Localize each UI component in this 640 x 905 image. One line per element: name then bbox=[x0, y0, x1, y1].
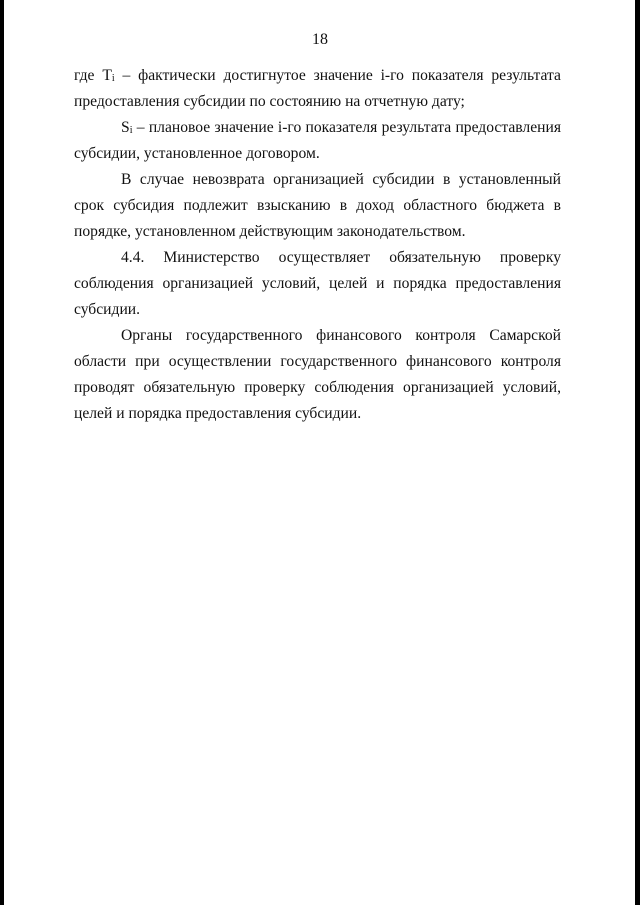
paragraph-ti-definition bbox=[74, 63, 561, 115]
si-subscript: i bbox=[129, 125, 133, 136]
paragraph-si-definition bbox=[74, 115, 561, 167]
ti-label: где T bbox=[74, 67, 112, 84]
paragraph-financial-control: Органы государственного финансового контроля Самарской области при осуществлении государственного финансового контроля проводят обязательную проверку соблюдения организацией условий, целей и порядка предоставления субсидии. bbox=[74, 327, 561, 422]
paragraph-section-4-4: 4.4. Министерство осуществляет обязательную проверку соблюдения организацией условий, целей и порядка предоставления субсидии. bbox=[74, 249, 561, 318]
ti-subscript: i bbox=[111, 73, 115, 84]
document-body bbox=[74, 63, 561, 427]
scan-border-right bbox=[635, 0, 640, 905]
page-number: 18 bbox=[312, 31, 328, 48]
si-label: S bbox=[121, 119, 130, 136]
ti-definition-text: – фактически достигнутое значение i-го показателя результата предоставления субсидии по состоянию на отчетную дату; bbox=[74, 67, 561, 110]
si-definition-text: – плановое значение i-го показателя результата предоставления субсидии, установленное договором. bbox=[74, 119, 561, 162]
paragraph-non-return: В случае невозврата организацией субсидии в установленный срок субсидия подлежит взысканию в доход областного бюджета в порядке, установленном действующим законодательством. bbox=[74, 171, 561, 240]
scan-border-left bbox=[0, 0, 4, 905]
